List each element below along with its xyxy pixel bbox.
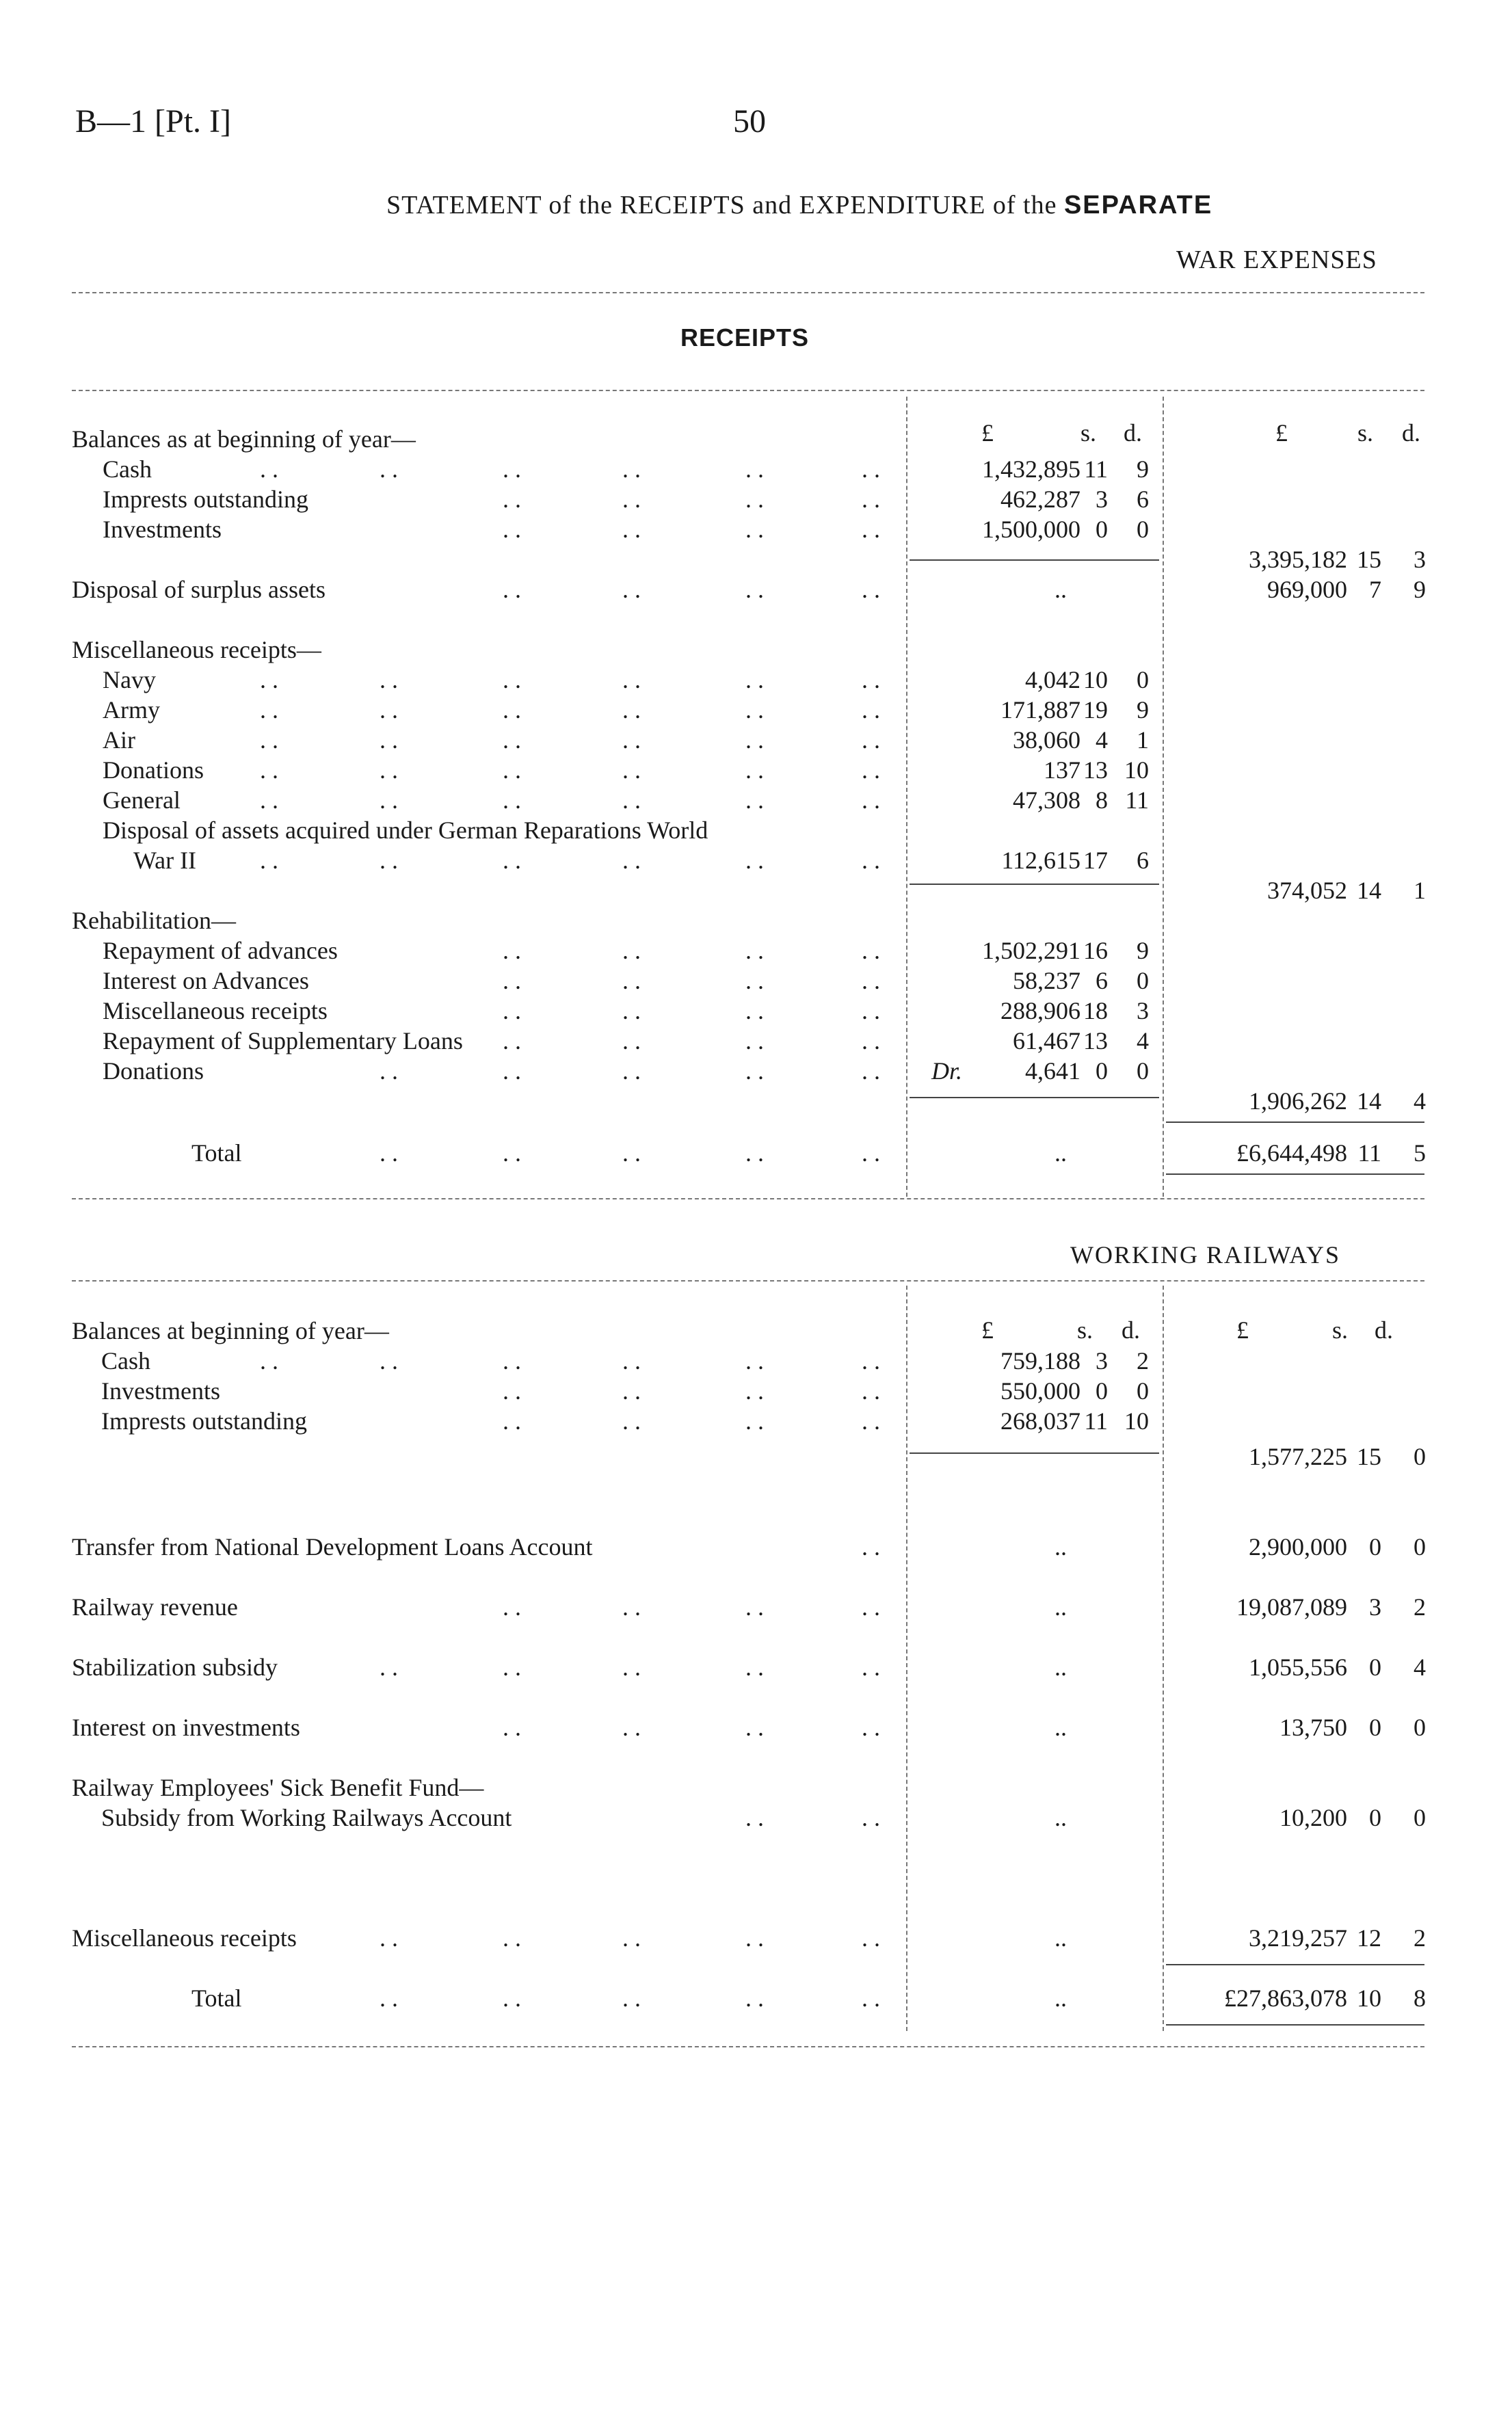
leader-dots: . . xyxy=(260,756,278,784)
rehab-label: Donations xyxy=(103,1057,204,1085)
balance-label: Cash xyxy=(101,1347,150,1375)
leader-dots: . . xyxy=(862,1714,880,1741)
leader-dots: . . xyxy=(503,486,521,513)
leader-dots: . . xyxy=(862,1407,880,1435)
receipt-col1: .. xyxy=(1055,1533,1067,1561)
misc-label: Army xyxy=(103,696,160,724)
leader-dots: . . xyxy=(862,937,880,964)
balance-amount-shillings: 3 xyxy=(1096,1347,1108,1375)
subtotal-rule xyxy=(910,884,1159,885)
leader-dots: . . xyxy=(503,847,521,874)
rehab-label: Repayment of advances xyxy=(103,937,338,964)
leader-dots: . . xyxy=(380,666,398,693)
leader-dots: . . xyxy=(745,1347,764,1375)
balance-label: Investments xyxy=(103,516,222,543)
balance-amount-pence: 9 xyxy=(1137,455,1149,483)
leader-dots: . . xyxy=(260,696,278,724)
leader-dots: . . xyxy=(862,455,880,483)
leader-dots: . . xyxy=(862,756,880,784)
leader-dots: . . xyxy=(745,847,764,874)
leader-dots: . . xyxy=(503,1139,521,1167)
leader-dots: . . xyxy=(862,1027,880,1054)
receipt-amount-shillings: 0 xyxy=(1369,1714,1381,1741)
leader-dots: . . xyxy=(745,756,764,784)
balances-heading: Balances as at beginning of year— xyxy=(72,425,416,453)
section-divider xyxy=(72,1198,1424,1199)
leader-dots: . . xyxy=(745,997,764,1024)
title-subline: WAR EXPENSES xyxy=(1176,245,1377,274)
divider xyxy=(72,292,1424,293)
misc-heading: Miscellaneous receipts— xyxy=(72,636,321,663)
balance-amount-pence: 0 xyxy=(1137,516,1149,543)
grand-total-pounds: £6,644,498 xyxy=(1236,1139,1347,1167)
misc-amount-pounds: 38,060 xyxy=(1013,726,1080,754)
total-rule xyxy=(1166,1121,1424,1123)
leader-dots: . . xyxy=(380,756,398,784)
grand-total-pence: 8 xyxy=(1414,1984,1426,2012)
leader-dots: . . xyxy=(260,1347,278,1375)
total-underline xyxy=(1166,1173,1424,1175)
divider xyxy=(72,390,1424,391)
rehab-amount-shillings: 18 xyxy=(1083,997,1108,1024)
balances-total-shillings: 15 xyxy=(1357,546,1381,573)
leader-dots: . . xyxy=(862,1984,880,2012)
rehab-amount-pounds: 1,502,291 xyxy=(982,937,1080,964)
leader-dots: . . xyxy=(745,576,764,603)
misc-amount-pence: 2 xyxy=(1414,1924,1426,1952)
leader-dots: . . xyxy=(745,726,764,754)
misc-label: Navy xyxy=(103,666,156,693)
leader-dots: . . xyxy=(745,516,764,543)
leader-dots: . . xyxy=(862,997,880,1024)
receipt-amount-pounds: 13,750 xyxy=(1279,1714,1347,1741)
leader-dots: . . xyxy=(745,1407,764,1435)
leader-dots: . . xyxy=(745,1057,764,1085)
leader-dots: . . xyxy=(503,455,521,483)
reparations-amount-shillings: 17 xyxy=(1083,847,1108,874)
receipt-amount-pounds: 19,087,089 xyxy=(1236,1593,1347,1621)
total-rule xyxy=(1166,1964,1424,1965)
page-number: 50 xyxy=(733,103,766,140)
leader-dots: . . xyxy=(622,756,641,784)
rehab-total-shillings: 14 xyxy=(1357,1087,1381,1115)
leader-dots: . . xyxy=(862,1804,880,1831)
misc-col1: .. xyxy=(1055,1924,1067,1952)
leader-dots: . . xyxy=(862,786,880,814)
leader-dots: . . xyxy=(503,997,521,1024)
leader-dots: . . xyxy=(622,937,641,964)
leader-dots: . . xyxy=(622,486,641,513)
leader-dots: . . xyxy=(503,696,521,724)
leader-dots: . . xyxy=(622,1984,641,2012)
leader-dots: . . xyxy=(622,455,641,483)
rehab-heading: Rehabilitation— xyxy=(72,907,236,934)
leader-dots: . . xyxy=(745,937,764,964)
rehab-amount-pence: 0 xyxy=(1137,1057,1149,1085)
divider xyxy=(72,1280,1424,1282)
receipt-amount-shillings: 3 xyxy=(1369,1593,1381,1621)
leader-dots: . . xyxy=(622,1593,641,1621)
leader-dots: . . xyxy=(745,455,764,483)
surplus-label: Disposal of surplus assets xyxy=(72,576,326,603)
leader-dots: . . xyxy=(260,726,278,754)
reparations-label: Disposal of assets acquired under German Reparations World xyxy=(103,817,708,844)
leader-dots: . . xyxy=(380,455,398,483)
leader-dots: . . xyxy=(503,576,521,603)
balance-amount-pounds: 550,000 xyxy=(1000,1377,1080,1405)
leader-dots: . . xyxy=(862,1924,880,1952)
leader-dots: . . xyxy=(622,967,641,994)
receipt-label: Transfer from National Development Loans Account xyxy=(72,1533,593,1561)
leader-dots: . . xyxy=(745,1984,764,2012)
leader-dots: . . xyxy=(745,1804,764,1831)
leader-dots: . . xyxy=(622,1139,641,1167)
leader-dots: . . xyxy=(380,1984,398,2012)
total-col1: .. xyxy=(1055,1139,1067,1167)
misc-amount-pence: 1 xyxy=(1137,726,1149,754)
balance-amount-pence: 10 xyxy=(1124,1407,1149,1435)
col-heading-s: s. xyxy=(1077,1316,1093,1344)
leader-dots: . . xyxy=(503,1714,521,1741)
balances-total-pounds: 1,577,225 xyxy=(1249,1443,1347,1470)
leader-dots: . . xyxy=(862,1593,880,1621)
misc-amount-pence: 11 xyxy=(1125,786,1149,814)
rehab-label: Repayment of Supplementary Loans xyxy=(103,1027,463,1054)
sick-benefit-label: Railway Employees' Sick Benefit Fund— xyxy=(72,1774,484,1801)
leader-dots: . . xyxy=(622,786,641,814)
leader-dots: . . xyxy=(862,847,880,874)
rehab-amount-pence: 9 xyxy=(1137,937,1149,964)
leader-dots: . . xyxy=(503,726,521,754)
leader-dots: . . xyxy=(862,696,880,724)
subtotal-rule xyxy=(910,1452,1159,1454)
misc-label: Donations xyxy=(103,756,204,784)
leader-dots: . . xyxy=(862,1377,880,1405)
rehab-label: Miscellaneous receipts xyxy=(103,997,328,1024)
misc-total-shillings: 14 xyxy=(1357,877,1381,904)
col-heading-d: d. xyxy=(1375,1316,1393,1344)
subtotal-rule xyxy=(910,559,1159,561)
leader-dots: . . xyxy=(862,726,880,754)
rehab-amount-shillings: 6 xyxy=(1096,967,1108,994)
leader-dots: . . xyxy=(622,1407,641,1435)
misc-amount-pounds: 171,887 xyxy=(1000,696,1080,724)
balance-amount-pounds: 1,432,895 xyxy=(982,455,1080,483)
leader-dots: . . xyxy=(745,1139,764,1167)
leader-dots: . . xyxy=(862,1347,880,1375)
misc-total-pence: 1 xyxy=(1414,877,1426,904)
total-col1: .. xyxy=(1055,1984,1067,2012)
total-label: Total xyxy=(191,1984,242,2012)
leader-dots: . . xyxy=(622,666,641,693)
reparations-amount-pence: 6 xyxy=(1137,847,1149,874)
leader-dots: . . xyxy=(745,1027,764,1054)
misc-amount-shillings: 19 xyxy=(1083,696,1108,724)
misc-amount-pence: 0 xyxy=(1137,666,1149,693)
leader-dots: . . xyxy=(503,786,521,814)
reparations-label-cont: War II xyxy=(133,847,197,874)
leader-dots: . . xyxy=(503,1347,521,1375)
leader-dots: . . xyxy=(745,1377,764,1405)
leader-dots: . . xyxy=(745,1924,764,1952)
leader-dots: . . xyxy=(503,967,521,994)
leader-dots: . . xyxy=(862,1139,880,1167)
rehab-total-pounds: 1,906,262 xyxy=(1249,1087,1347,1115)
rehab-amount-shillings: 0 xyxy=(1096,1057,1108,1085)
col-heading-s: s. xyxy=(1332,1316,1349,1344)
leader-dots: . . xyxy=(862,967,880,994)
leader-dots: . . xyxy=(380,696,398,724)
leader-dots: . . xyxy=(503,937,521,964)
balance-label: Investments xyxy=(101,1377,220,1405)
rehab-amount-pounds: 288,906 xyxy=(1000,997,1080,1024)
misc-amount-shillings: 12 xyxy=(1357,1924,1381,1952)
surplus-amount-pounds: 969,000 xyxy=(1267,576,1347,603)
balances-total-shillings: 15 xyxy=(1357,1443,1381,1470)
leader-dots: . . xyxy=(503,1593,521,1621)
balance-amount-pence: 6 xyxy=(1137,486,1149,513)
misc-amount-shillings: 10 xyxy=(1083,666,1108,693)
balance-amount-pence: 2 xyxy=(1137,1347,1149,1375)
receipt-col1: .. xyxy=(1055,1714,1067,1741)
balances-heading: Balances at beginning of year— xyxy=(72,1317,389,1344)
leader-dots: . . xyxy=(862,1533,880,1561)
receipt-col1: .. xyxy=(1055,1593,1067,1621)
grand-total-shillings: 11 xyxy=(1357,1139,1381,1167)
misc-label: Air xyxy=(103,726,135,754)
receipt-label: Railway revenue xyxy=(72,1593,238,1621)
leader-dots: . . xyxy=(503,1654,521,1681)
receipt-col1: .. xyxy=(1055,1654,1067,1681)
leader-dots: . . xyxy=(260,786,278,814)
balance-amount-shillings: 3 xyxy=(1096,486,1108,513)
misc-label: General xyxy=(103,786,181,814)
sick-amount-shillings: 0 xyxy=(1369,1804,1381,1831)
misc-amount-shillings: 8 xyxy=(1096,786,1108,814)
balance-amount-pounds: 462,287 xyxy=(1000,486,1080,513)
leader-dots: . . xyxy=(622,576,641,603)
receipt-amount-shillings: 0 xyxy=(1369,1654,1381,1681)
leader-dots: . . xyxy=(745,1654,764,1681)
leader-dots: . . xyxy=(380,786,398,814)
leader-dots: . . xyxy=(380,1924,398,1952)
receipt-amount-pence: 2 xyxy=(1414,1593,1426,1621)
leader-dots: . . xyxy=(745,786,764,814)
leader-dots: . . xyxy=(745,1714,764,1741)
rehab-amount-shillings: 13 xyxy=(1083,1027,1108,1054)
receipt-amount-shillings: 0 xyxy=(1369,1533,1381,1561)
misc-amount-pounds: 3,219,257 xyxy=(1249,1924,1347,1952)
surplus-col1: .. xyxy=(1055,576,1067,603)
misc-amount-pounds: 137 xyxy=(1044,756,1080,784)
leader-dots: . . xyxy=(745,666,764,693)
balance-label: Imprests outstanding xyxy=(101,1407,307,1435)
title-bold: SEPARATE xyxy=(1063,191,1213,220)
grand-total-pounds: £27,863,078 xyxy=(1224,1984,1347,2012)
rehab-amount-pounds: 58,237 xyxy=(1013,967,1080,994)
leader-dots: . . xyxy=(862,486,880,513)
balance-amount-pounds: 268,037 xyxy=(1000,1407,1080,1435)
leader-dots: . . xyxy=(745,696,764,724)
leader-dots: . . xyxy=(622,1377,641,1405)
balance-label: Imprests outstanding xyxy=(103,486,308,513)
rehab-amount-shillings: 16 xyxy=(1083,937,1108,964)
leader-dots: . . xyxy=(862,1654,880,1681)
col-heading: £ s. d. xyxy=(981,419,1142,447)
statement-title xyxy=(386,190,1212,220)
leader-dots: . . xyxy=(622,1714,641,1741)
receipt-amount-pence: 0 xyxy=(1414,1533,1426,1561)
sick-benefit-label-cont: Subsidy from Working Railways Account xyxy=(101,1804,512,1831)
balances-total-pounds: 3,395,182 xyxy=(1249,546,1347,573)
leader-dots: . . xyxy=(380,1347,398,1375)
rehab-amount-pence: 4 xyxy=(1137,1027,1149,1054)
rehab-total-pence: 4 xyxy=(1414,1087,1426,1115)
leader-dots: . . xyxy=(622,847,641,874)
misc-amount-pence: 9 xyxy=(1137,696,1149,724)
receipt-amount-pounds: 1,055,556 xyxy=(1249,1654,1347,1681)
leader-dots: . . xyxy=(745,967,764,994)
leader-dots: . . xyxy=(380,847,398,874)
leader-dots: . . xyxy=(503,1984,521,2012)
balance-amount-pounds: 759,188 xyxy=(1000,1347,1080,1375)
leader-dots: . . xyxy=(622,696,641,724)
rehab-label: Interest on Advances xyxy=(103,967,309,994)
balance-amount-shillings: 0 xyxy=(1096,1377,1108,1405)
balances-total-pence: 3 xyxy=(1414,546,1426,573)
receipt-label: Interest on investments xyxy=(72,1714,300,1741)
rehab-amount-pence: 3 xyxy=(1137,997,1149,1024)
column-rule xyxy=(906,1286,907,2031)
balance-amount-shillings: 11 xyxy=(1084,455,1108,483)
leader-dots: . . xyxy=(503,1027,521,1054)
page-reference: B—1 [Pt. I] xyxy=(75,103,231,140)
leader-dots: . . xyxy=(745,1593,764,1621)
misc-label: Miscellaneous receipts xyxy=(72,1924,297,1952)
misc-amount-shillings: 4 xyxy=(1096,726,1108,754)
leader-dots: . . xyxy=(260,455,278,483)
leader-dots: . . xyxy=(503,1924,521,1952)
misc-amount-shillings: 13 xyxy=(1083,756,1108,784)
surplus-amount-shillings: 7 xyxy=(1369,576,1381,603)
reparations-amount-pounds: 112,615 xyxy=(1001,847,1080,874)
leader-dots: . . xyxy=(622,997,641,1024)
leader-dots: . . xyxy=(622,1924,641,1952)
rehab-amount-pounds: 61,467 xyxy=(1013,1027,1080,1054)
misc-total-pounds: 374,052 xyxy=(1267,877,1347,904)
sick-amount-pence: 0 xyxy=(1414,1804,1426,1831)
leader-dots: . . xyxy=(862,1057,880,1085)
receipt-amount-pence: 0 xyxy=(1414,1714,1426,1741)
balance-amount-shillings: 0 xyxy=(1096,516,1108,543)
col-heading-d: d. xyxy=(1122,1316,1140,1344)
leader-dots: . . xyxy=(745,486,764,513)
leader-dots: . . xyxy=(503,516,521,543)
sick-amount-pounds: 10,200 xyxy=(1279,1804,1347,1831)
leader-dots: . . xyxy=(503,1377,521,1405)
column-rule xyxy=(906,397,907,1197)
leader-dots: . . xyxy=(503,1407,521,1435)
leader-dots: . . xyxy=(380,726,398,754)
railways-heading: WORKING RAILWAYS xyxy=(1070,1241,1340,1269)
receipt-amount-pounds: 2,900,000 xyxy=(1249,1533,1347,1561)
balance-amount-pounds: 1,500,000 xyxy=(982,516,1080,543)
leader-dots: . . xyxy=(380,1654,398,1681)
section-divider xyxy=(72,2046,1424,2047)
balance-amount-pence: 0 xyxy=(1137,1377,1149,1405)
misc-amount-pence: 10 xyxy=(1124,756,1149,784)
receipt-amount-pence: 4 xyxy=(1414,1654,1426,1681)
col-heading-pound: £ xyxy=(981,1316,994,1344)
leader-dots: . . xyxy=(622,1057,641,1085)
subtotal-rule xyxy=(910,1097,1159,1098)
leader-dots: . . xyxy=(503,666,521,693)
title-text: STATEMENT of the RECEIPTS and EXPENDITURE of the xyxy=(386,191,1057,220)
rehab-amount-pence: 0 xyxy=(1137,967,1149,994)
grand-total-shillings: 10 xyxy=(1357,1984,1381,2012)
column-rule xyxy=(1163,397,1164,1197)
debit-marker: Dr. xyxy=(931,1057,963,1085)
leader-dots: . . xyxy=(622,726,641,754)
total-underline xyxy=(1166,2024,1424,2026)
receipt-label: Stabilization subsidy xyxy=(72,1654,278,1681)
leader-dots: . . xyxy=(862,516,880,543)
surplus-amount-pence: 9 xyxy=(1414,576,1426,603)
total-label: Total xyxy=(191,1139,242,1167)
receipts-heading: RECEIPTS xyxy=(680,323,810,351)
balance-amount-shillings: 11 xyxy=(1084,1407,1108,1435)
leader-dots: . . xyxy=(503,1057,521,1085)
leader-dots: . . xyxy=(862,666,880,693)
leader-dots: . . xyxy=(622,516,641,543)
leader-dots: . . xyxy=(622,1654,641,1681)
leader-dots: . . xyxy=(622,1347,641,1375)
leader-dots: . . xyxy=(380,1139,398,1167)
col-heading-pound: £ xyxy=(1236,1316,1249,1344)
leader-dots: . . xyxy=(622,1027,641,1054)
sick-col1: .. xyxy=(1055,1804,1067,1831)
balance-label: Cash xyxy=(103,455,152,483)
grand-total-pence: 5 xyxy=(1414,1139,1426,1167)
misc-amount-pounds: 4,042 xyxy=(1025,666,1080,693)
leader-dots: . . xyxy=(260,847,278,874)
balances-total-pence: 0 xyxy=(1414,1443,1426,1470)
col-heading: £ s. d. xyxy=(1275,419,1420,447)
leader-dots: . . xyxy=(260,666,278,693)
leader-dots: . . xyxy=(862,576,880,603)
leader-dots: . . xyxy=(380,1057,398,1085)
leader-dots: . . xyxy=(503,756,521,784)
column-rule xyxy=(1163,1286,1164,2031)
rehab-amount-pounds: 4,641 xyxy=(1025,1057,1080,1085)
misc-amount-pounds: 47,308 xyxy=(1013,786,1080,814)
